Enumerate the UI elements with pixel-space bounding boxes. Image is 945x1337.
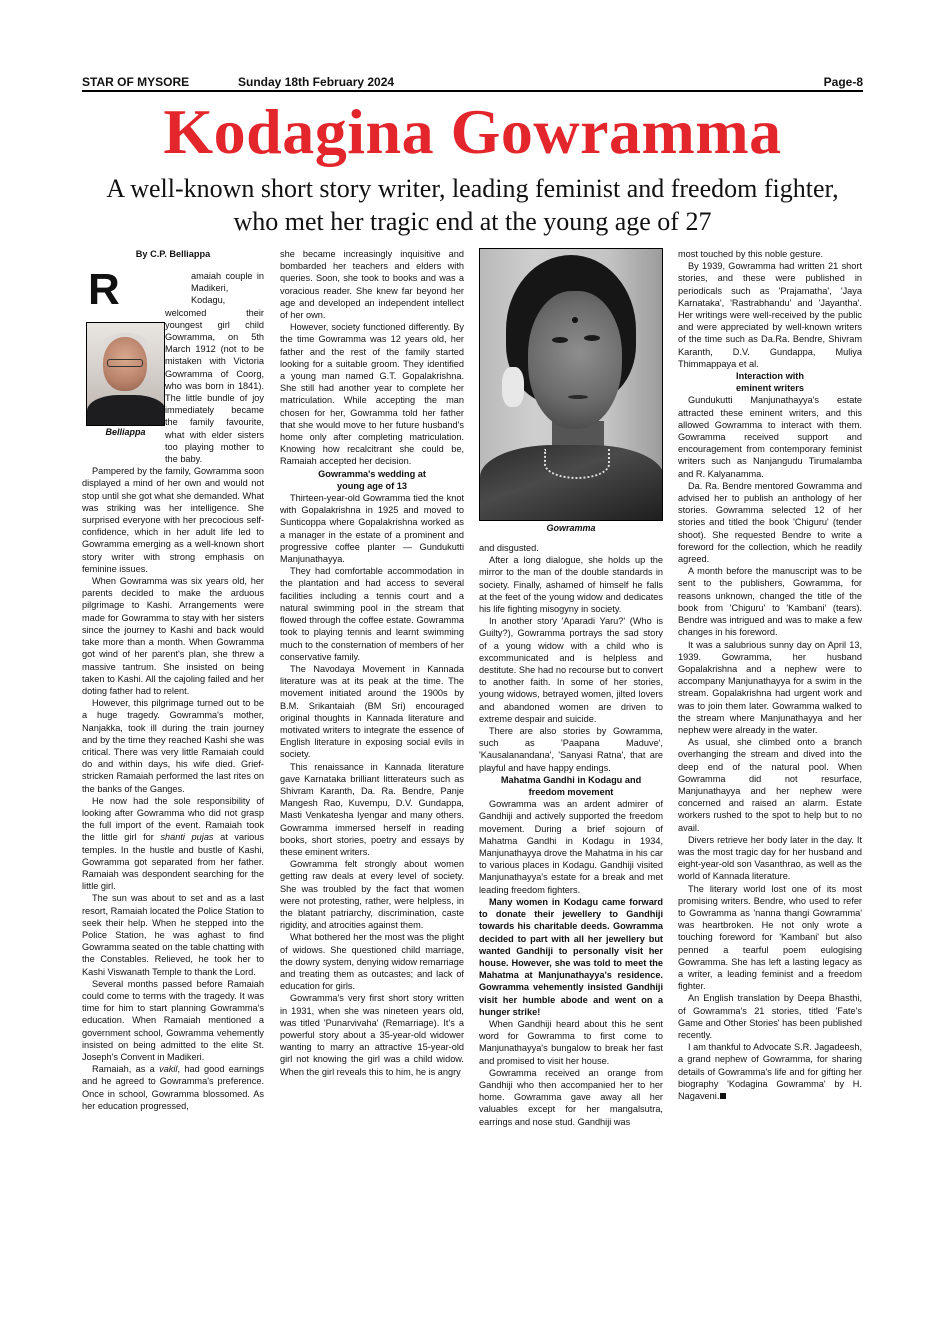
paragraph <box>82 1063 264 1112</box>
article-column-3 <box>479 542 663 1128</box>
subtitle-line: Gowramma's wedding at <box>318 468 426 479</box>
gowramma-portrait-image <box>479 248 663 521</box>
paragraph-text: amaiah couple in Madikeri, Kodagu, welcomed their youngest girl child Gowramma, on 5th March 1912 (not to be mistaken with Victoria Gowramma of Coorg, who was born in 1841). The little bundle of joy immediately became the family favourite, what with elder sisters too playing mother to the baby. <box>165 271 264 465</box>
paragraph: However, society functioned differently. By the time Gowramma was 12 years old, her father and the rest of the family started looking for a suitable groom. They identified a young man named G.T. Gopalakrishna. She still had another year to complete her matriculation. While accepting the man chosen for her, Gowramma told her father that she would move to her future husband's home only after completing matriculation. Knowing how recalcitrant she could be, Ramaiah accepted her decision. <box>280 322 464 467</box>
italic-text: vakil <box>159 1064 178 1075</box>
paragraph: When Gandhiji heard about this he sent word for Gowramma to first come to Manjunathayya's bungalow to break her fast and promised to visit her house. <box>479 1018 663 1066</box>
subtitle-line: eminent writers <box>736 383 804 394</box>
masthead-rule <box>82 90 863 92</box>
article-headline: Kodagina Gowramma <box>163 96 782 167</box>
text-run: Ramaiah, as a <box>92 1064 160 1075</box>
bold-paragraph-text: Many women in Kodagu came forward to donate their jewellery to Gandhiji towards his charitable deeds. Gowramma decided to part with all her jewellery but wanted Gandhiji to personally visit her house. However, she was told to meet the Mahatma at Manjunathayya's residence. Gowramma vehemently insisted Gandhiji visit her humble abode and went on a hunger strike! <box>479 896 663 1017</box>
subtitle-line: Mahatma Gandhi in Kodagu and <box>500 774 642 785</box>
paragraph: Gowramma's very first short story written in 1931, when she was nineteen years old, was titled 'Punarvivaha' (Remarriage). It's a powerful story about a 35-year-old widower wanting to marry an attractive 15-year-old girl not knowing the girl was a child widow. When the girl reveals this to him, he is angry <box>280 993 464 1077</box>
paragraph: As usual, she climbed onto a branch overhanging the stream and dived into the deep end of the natural pool. When Gowramma did not resurface, Manjunathayya and her nephew were concerned and raised an alarm. Estate workers rushed to the spot to help but to no avail. <box>678 737 862 833</box>
dropcap-spacer <box>165 270 191 306</box>
section-subtitle <box>678 370 862 394</box>
paragraph: A month before the manuscript was to be sent to the publishers, Gowramma, for reasons unknown, changed the title of the book from 'Chiguru' to 'Kambani' (tears). Bendre was intrigued and was to make a few changes in his foreword. <box>678 566 862 638</box>
section-subtitle <box>280 468 464 492</box>
paragraph: The Navodaya Movement in Kannada literature was at its peak at the time. The movement initiated around the 1900s by B.M. Srikantaiah (BM Sri) encouraged original thoughts in Kannada literature and motivated writers to integrate the essence of English literature in exposing social evils in society. <box>280 663 464 760</box>
page-number: Page-8 <box>823 75 863 89</box>
paragraph: In another story 'Aparadi Yaru?' (Who is Guilty?), Gowramma portrays the sad story of a young widow with a child who is excommunicated and is helpless and destitute. She had no recourse but to convert to another faith. In some of her stories, young widows, betrayed women, jilted lovers and abandoned women are driven to extreme despair and suicide. <box>479 616 663 724</box>
paragraph: The literary world lost one of its most promising writers. Bendre, who used to refer to Gowramma as 'nanna thangi Gowramma' was heartbroken. He not only wrote a touching foreword for 'Kambani' but also penned a tearful poem eulogising Gowramma. She has left a lasting legacy as a writer, a leading feminist and a freedom fighter. <box>678 883 862 992</box>
paragraph: An English translation by Deepa Bhasthi, of Gowramma's 21 stories, titled 'Fate's Game and Other Stories' has been published recently. <box>678 993 862 1040</box>
paragraph: It was a salubrious sunny day on April 13, 1939. Gowramma, her husband Gopalakrishna and a nephew were to accompany Manjunathayya for a swim in the stream. Gopalakrishna had urgent work and was to join them later. Gowramma walked to the stream where Manjunathayya and her nephew were already in the water. <box>678 639 862 735</box>
text-run: He now had the sole responsibility of looking after Gowramma who did not grasp the full import of the event. Ramaiah took the little girl for <box>82 795 264 843</box>
paragraph: Gowramma was an ardent admirer of Gandhiji and actively supported the freedom movement. During a brief sojourn of Mahatma Gandhi in Kodagu in 1934, Manjunathayya drove the Mahatma in his car to various places in Kodagu. Gandhiji visited Manjunathayya's estate for a break and met leading freedom fighters. <box>479 799 663 895</box>
paragraph: Gundukutti Manjunathayya's estate attracted these eminent writers, and this allowed Gowramma to interact with them. Gowramma received support and encouragement from contemporary feminist writers such as Nanjangudu Tirumalamba and R. Kalyanamma. <box>678 395 862 479</box>
paragraph: most touched by this noble gesture. <box>678 249 824 259</box>
subtitle-line: freedom movement <box>528 787 614 798</box>
masthead <box>82 73 863 91</box>
paragraph: There are also stories by Gowramma, such as 'Paapana Maduve', 'Kausalanandana', 'Sanyasi Ratna', that are playful and have happy endings. <box>479 726 663 773</box>
gowramma-photo <box>479 248 663 537</box>
article-subheadline: A well-known short story writer, leading feminist and freedom fighter, who met her tragic end at the young age of 27 <box>106 174 839 236</box>
paragraph <box>678 1041 862 1102</box>
paragraph: Gowramma felt strongly about women getting raw deals at every level of society. She was troubled by the fact that women were not protesting, rather, were helpless, in the blatant patriarchy, discrimination, caste rigidity, and atrocities against them. <box>280 859 464 931</box>
section-subtitle <box>479 774 663 798</box>
paragraph: After a long dialogue, she holds up the mirror to the man of the double standards in society. Finally, ashamed of himself he falls at the feet of the young widow and dedicates his life fighting misogyny in society. <box>479 555 663 615</box>
gowramma-photo-caption: Gowramma <box>546 523 596 533</box>
author-photo-caption: Belliappa <box>105 427 146 437</box>
paragraph: This renaissance in Kannada literature gave Karnataka brilliant litterateurs such as Shivram Karanth, Da. Ra. Bendre, Panje Mangesh Rao, Kuvempu, D.V. Gundappa, Masti Venkatesha Iyengar and many others. Gowramma immersed herself in reading books, short stories, poetry and essays by these eminent writers. <box>280 761 464 857</box>
paragraph <box>479 896 663 1018</box>
paragraph: However, this pilgrimage turned out to be a huge tragedy. Gowramma's mother, Nanjakka, took ill during the train journey and by the time they reached Kashi she was critical. There was very little Ramaiah could do and within days, his wife died. Grief-stricken Ramaiah performed the last rites on the banks of the Ganges. <box>82 698 264 794</box>
paragraph: When Gowramma was six years old, her parents decided to make the arduous pilgrimage to Kashi. Arrangements were made for Gowramma to stay with her sisters since the journey to Kashi and back would take more than a month. When Gowramma got wind of her parent's plan, she threw a massive tantrum. She insisted on being taken to Kashi. All the cajoling failed and her doting father had to relent. <box>82 576 264 696</box>
end-mark-icon <box>720 1093 726 1099</box>
paragraph-text: I am thankful to Advocate S.R. Jagadeesh, a grand nephew of Gowramma, for sharing details of Gowramma's life and for gifting her biography 'Kodagina Gowramma' by H. Nagaveni. <box>678 1042 862 1102</box>
italic-text: shanti pujas <box>160 832 214 843</box>
paragraph: The sun was about to set and as a last resort, Ramaiah located the Police Station to seek their help. When he stepped into the Police Station, he was aghast to find Gowramma seated on the table chatting with the Constables. Relieved, he took her to Kashi Viswanath Temple to thank the Lord. <box>82 893 264 977</box>
article-column-4 <box>678 248 862 1102</box>
text-run: at various temples. In the hustle and bustle of Kashi, Gowramma got separated from her father. Ramaiah was despondent searching for the little girl. <box>82 832 264 892</box>
text-run: , had good earnings and he agreed to Gowramma's preference. Once in school, Gowramma blossomed. As her education progressed, <box>82 1064 264 1111</box>
paragraph: They had comfortable accommodation in the plantation and had access to several facilities including a tennis court and a natural swimming pool in the stream that flowed through the coffee estate. Gowramma took to playing tennis and learnt swimming much to the consternation of members of her conservative family. <box>280 566 464 662</box>
drop-cap: R <box>88 265 120 314</box>
subtitle-line: Interaction with <box>736 371 804 382</box>
article-column-2 <box>280 248 464 1078</box>
newspaper-name: STAR OF MYSORE <box>82 75 190 89</box>
paragraph <box>82 795 264 893</box>
paragraph: she became increasingly inquisitive and bombarded her teachers and elders with queries. Soon, she took to books and was a voracious reader. She knew far beyond her age and developed an independent intellect of her own. <box>280 249 464 321</box>
paragraph: Gowramma received an orange from Gandhiji who then accompanied her to her home. Gowramma gave away all her valuables except for her mangalsutra, earrings and nose stud. Gandhiji was <box>479 1067 663 1127</box>
paragraph: Da. Ra. Bendre mentored Gowramma and advised her to publish an anthology of her stories. Gowramma selected 12 of her stories and titled the book 'Chiguru' (tender shoot). She requested Bendre to write a foreword for the collection, which he readily agreed. <box>678 480 862 565</box>
paragraph: Divers retrieve her body later in the day. It was the most tragic day for her husband and eight-year-old son Vasanthrao, as well as the world of Kannada literature. <box>678 834 862 882</box>
paragraph: What bothered her the most was the plight of widows. She questioned child marriage, the dowry system, denying widow remarriage and treating them as outcastes; and lack of education for girls. <box>280 932 464 992</box>
byline: By C.P. Belliappa <box>135 249 211 259</box>
paragraph: Pampered by the family, Gowramma soon displayed a mind of her own and would not stop until she got what she demanded. What was striking was her intelligence. She surprised everyone with her precocious self-confidence, which in her adult life led to Gowramma emerging as a well-known short story writer with strong emphasis on feminine issues. <box>82 466 264 574</box>
issue-date: Sunday 18th February 2024 <box>238 75 395 89</box>
paragraph: By 1939, Gowramma had written 21 short stories, and these were published in periodicals such as 'Prajamatha', 'Jaya Karnataka', 'Rastrabhandu' and 'Jayantha'. Her writings were well-received by the public and were appreciated by well-known writers of the time such as Da.Ra. Bendre, Shivram Karanth, D.V. Gundappa, Muliya Thimmappaya et al. <box>678 261 862 369</box>
paragraph: and disgusted. <box>479 543 539 553</box>
article-column-1-body <box>82 265 264 1112</box>
subtitle-line: young age of 13 <box>337 480 407 491</box>
paragraph: Several months passed before Ramaiah could come to terms with the tragedy. It was time for him to start planning Gowramma's education. When Ramaiah mentioned a government school, Gowramma vehemently insisted on being admitted to the elite St. Joseph's Convent in Madikeri. <box>82 978 264 1062</box>
paragraph: Thirteen-year-old Gowramma tied the knot with Gopalakrishna in 1925 and moved to Sunticoppa where Gopalakrishna worked as a manager in the estate of a prominent and progressive coffee planter — Gundukutti Manjunathayya. <box>280 493 464 565</box>
